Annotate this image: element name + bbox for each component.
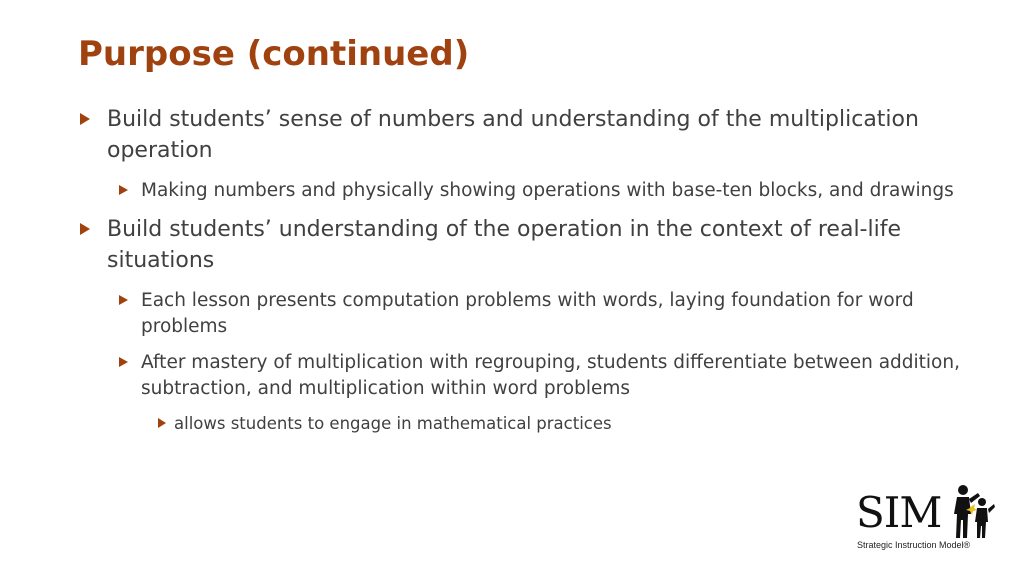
bullet-text: Build students’ understanding of the operation in the context of real-life situations xyxy=(107,217,901,273)
figures-icon xyxy=(944,484,996,540)
bullet-list xyxy=(78,104,978,436)
bullet-text: After mastery of multiplication with regrouping, students differentiate between addition, subtraction, and multiplication within word problems xyxy=(141,352,960,399)
triangle-bullet-icon xyxy=(80,223,90,235)
triangle-bullet-icon xyxy=(80,113,90,125)
triangle-bullet-icon xyxy=(119,357,128,367)
bullet-item-level2 xyxy=(112,288,978,340)
bullet-item-level2 xyxy=(112,178,978,204)
logo-wordmark: SIM xyxy=(856,488,942,537)
bullet-text: Build students’ sense of numbers and understanding of the multiplication operation xyxy=(107,107,919,163)
bullet-item-level1 xyxy=(78,104,978,166)
bullet-item-level1 xyxy=(78,214,978,276)
logo-tagline: Strategic Instruction Model® xyxy=(857,540,971,550)
bullet-item-level3 xyxy=(158,412,978,436)
triangle-bullet-icon xyxy=(158,418,166,428)
triangle-bullet-icon xyxy=(119,185,128,195)
bullet-item-level2 xyxy=(112,350,978,402)
bullet-text: Each lesson presents computation problems with words, laying foundation for word problems xyxy=(141,290,914,337)
triangle-bullet-icon xyxy=(119,295,128,305)
sim-logo xyxy=(852,484,1002,556)
bullet-text: Making numbers and physically showing operations with base-ten blocks, and drawings xyxy=(141,180,954,201)
bullet-text: allows students to engage in mathematical practices xyxy=(174,414,612,433)
slide-title: Purpose (continued) xyxy=(78,34,470,74)
